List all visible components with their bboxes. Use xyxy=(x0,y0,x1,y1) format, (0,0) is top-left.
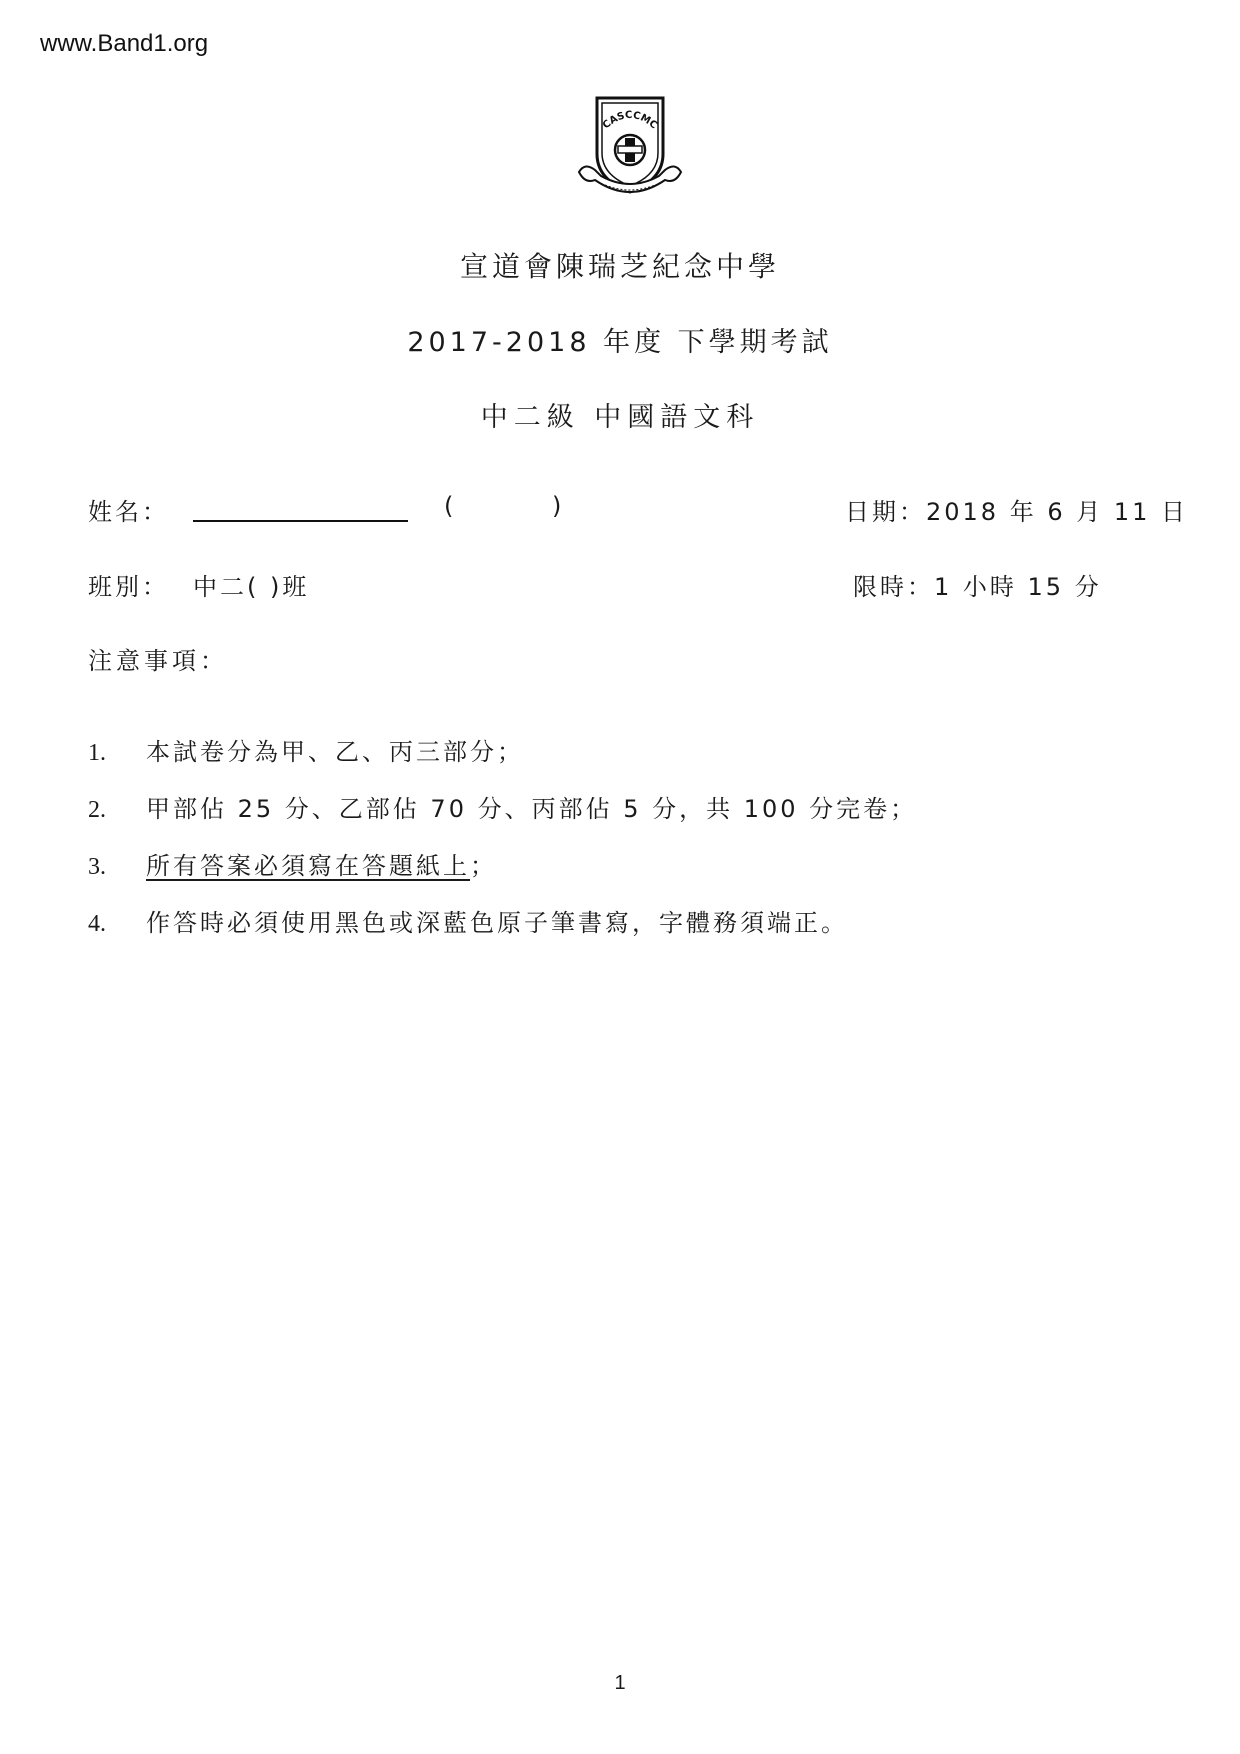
crest-text: CASCCMC xyxy=(600,109,660,132)
exam-title: 2017-2018 年度 下學期考試 xyxy=(407,327,833,358)
class-label: 班別： xyxy=(88,573,169,601)
note-number: 2. xyxy=(88,797,106,823)
name-field[interactable] xyxy=(193,493,408,522)
notes-title: 注意事項： xyxy=(88,647,228,675)
note-number: 4. xyxy=(88,911,106,937)
svg-text:CASCCMC xyxy=(601,110,659,131)
exam-date: 日期：2018 年 6 月 11 日 xyxy=(845,498,1189,526)
note-number: 1. xyxy=(88,740,106,766)
school-name: 宣道會陳瑞芝紀念中學 xyxy=(459,250,780,283)
note-item xyxy=(88,732,524,767)
school-crest-icon xyxy=(575,92,685,207)
note-text-underlined: 所有答案必須寫在答題紙上 xyxy=(146,852,470,880)
note-item xyxy=(88,789,917,824)
subject-line: 中二級 中國語文科 xyxy=(480,402,760,433)
note-item xyxy=(88,903,848,938)
page-number: 1 xyxy=(614,1672,626,1694)
note-text: 作答時必須使用黑色或深藍色原子筆書寫，字體務須端正。 xyxy=(146,909,848,937)
class-number-open-paren: ( xyxy=(444,492,457,520)
note-text: 甲部佔 25 分、乙部佔 70 分、丙部佔 5 分，共 100 分完卷； xyxy=(146,795,918,823)
time-limit: 限時：1 小時 15 分 xyxy=(853,573,1102,601)
note-number: 3. xyxy=(88,854,106,880)
note-text-suffix: ； xyxy=(470,852,497,880)
class-field[interactable]: 中二( )班 xyxy=(193,573,310,601)
watermark-url: www.Band1.org xyxy=(40,30,209,57)
note-text: 本試卷分為甲、乙、丙三部分； xyxy=(146,738,524,766)
class-number-close-paren: ) xyxy=(552,492,565,520)
note-item xyxy=(88,846,497,881)
name-label: 姓名： xyxy=(88,498,169,526)
